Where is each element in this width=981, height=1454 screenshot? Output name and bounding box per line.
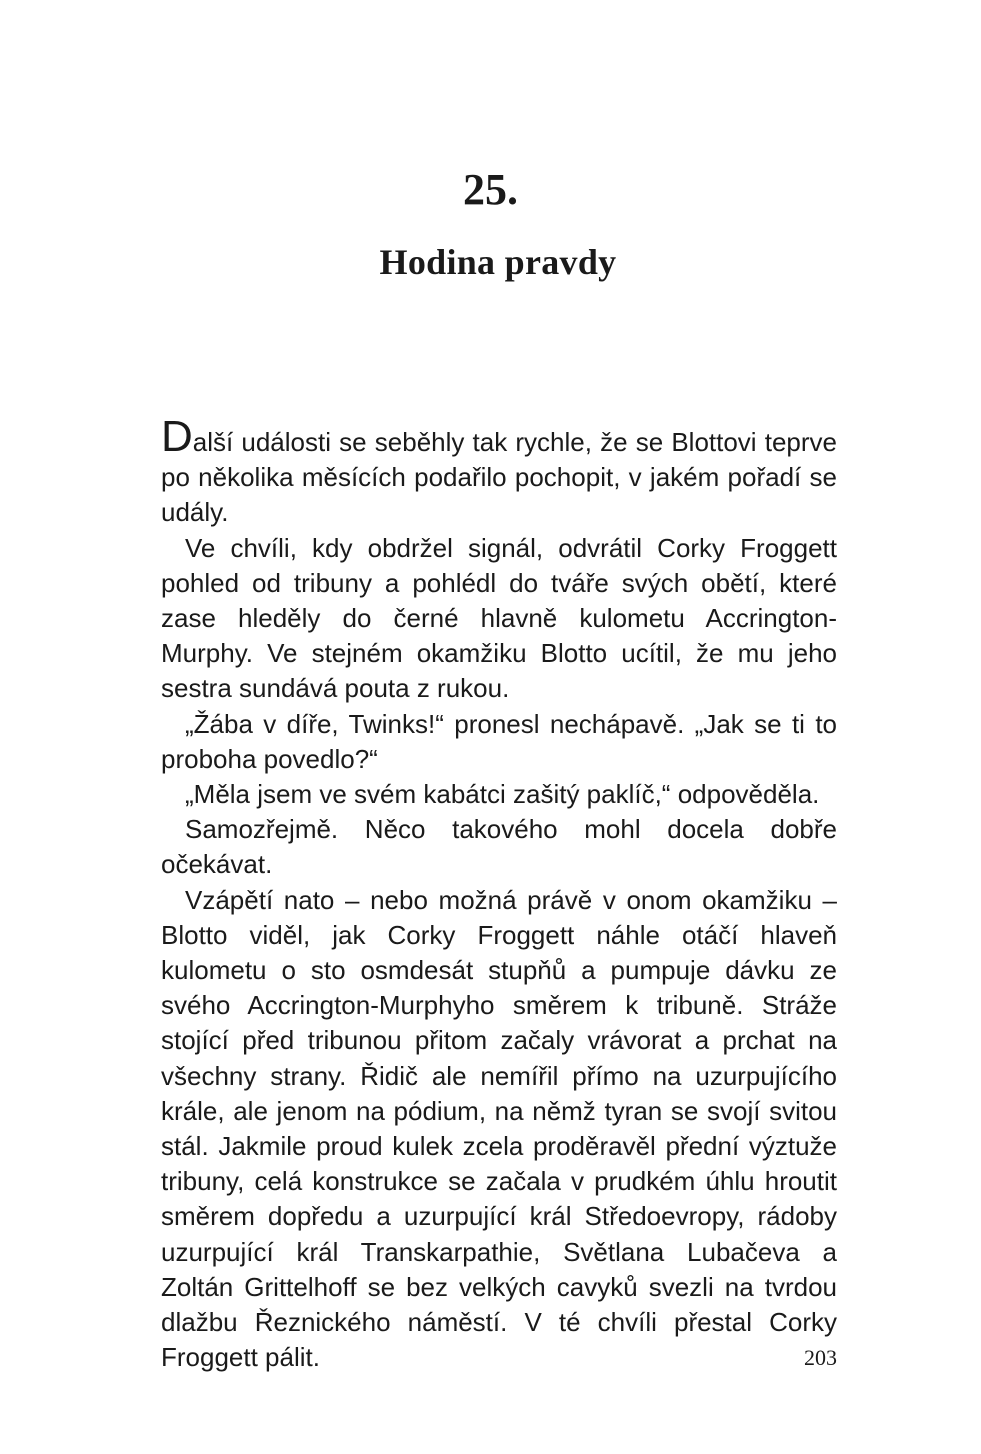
- chapter-title: Hodina pravdy: [379, 242, 617, 282]
- paragraph-1: [161, 412, 837, 531]
- chapter-number: 25.: [463, 165, 518, 214]
- body-text: [161, 412, 837, 1375]
- paragraph-3: „Žába v díře, Twinks!“ pronesl nechápavě. „Jak se ti to proboha povedlo?“: [161, 708, 837, 774]
- paragraph-5: Samozřejmě. Něco takového mohl docela dobře očekávat.: [161, 814, 837, 880]
- initial-letter: D: [161, 412, 193, 461]
- paragraph-2: Ve chvíli, kdy obdržel signál, odvrátil Corky Froggett pohled od tribuny a pohlédl do tváře svých obětí, které zase hleděly do černé hlavně kulometu Accrington-Murphy. Ve stejném okamžiku Blotto ucítil, že mu jeho sestra sundává pouta z rukou.: [161, 532, 837, 704]
- paragraph-1-text: alší události se seběhly tak rychle, že se Blottovi teprve po několika měsících podařilo pochopit, v jakém pořadí se udály.: [161, 427, 837, 528]
- page-number: 203: [804, 1345, 837, 1370]
- paragraph-4: „Měla jsem ve svém kabátci zašitý paklíč,“ odpověděla.: [185, 779, 820, 810]
- paragraph-6: Vzápětí nato – nebo možná právě v onom okamžiku – Blotto viděl, jak Corky Froggett náhle otáčí hlaveň kulometu o sto osmdesát stupňů a pumpuje dávku ze svého Accrington-Murphyho směrem k tribuně. Stráže stojící před tribunou přitom začaly vrávorat a prchat na všechny strany. Řidič ale nemířil přímo na uzurpujícího krále, ale jenom na pódium, na němž tyran se svojí svitou stál. Jakmile proud kulek zcela proděravěl přední výztuže tribuny, celá konstrukce se začala v prudkém úhlu hroutit směrem dopředu a uzurpující král Středoevropy, rádoby uzurpující král Transkarpathie, Světlana Lubačeva a Zoltán Grittelhoff se bez velkých cavyků svezli na tvrdou dlažbu Řeznického náměstí. V té chvíli přestal Corky Froggett pálit.: [161, 884, 837, 1373]
